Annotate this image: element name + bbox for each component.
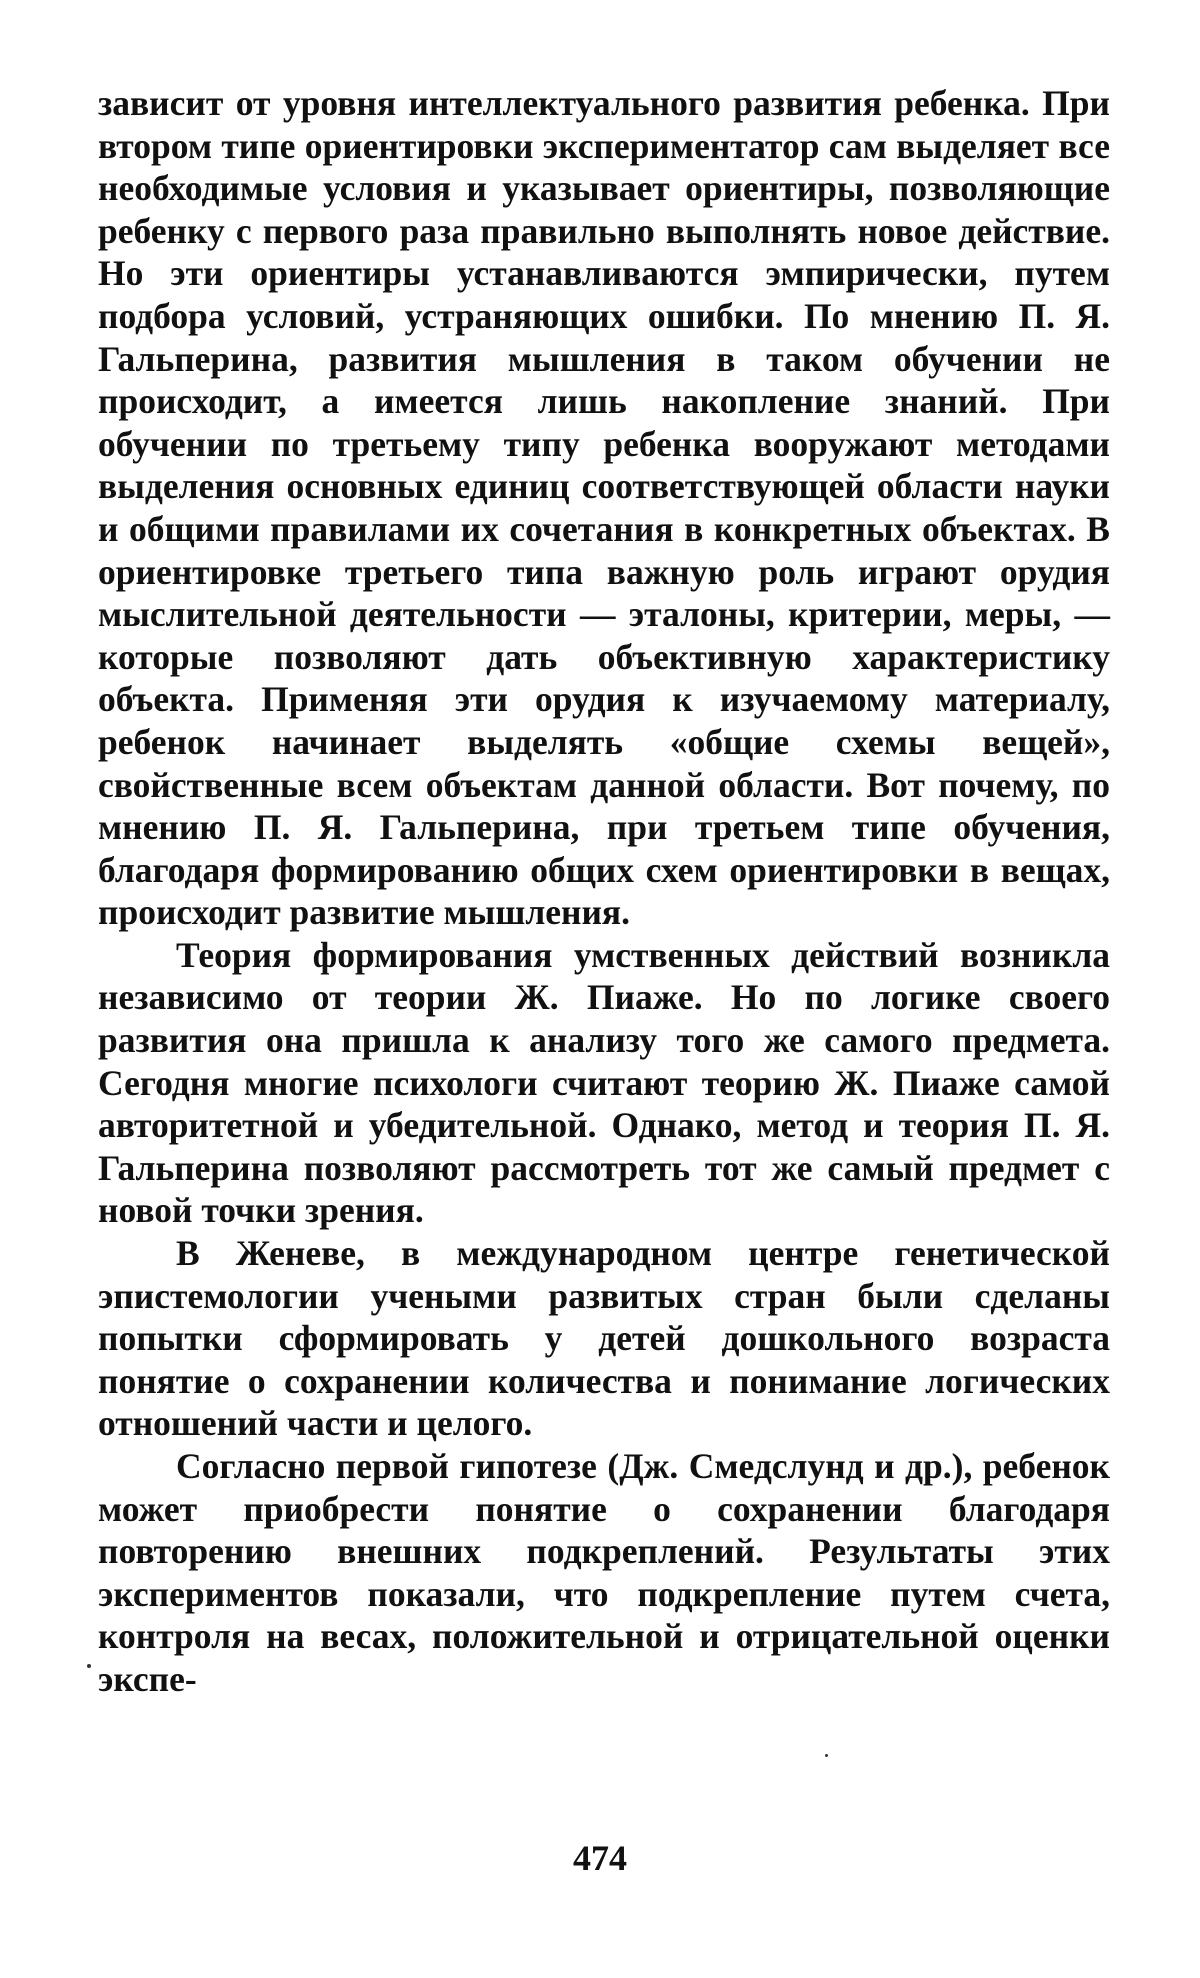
scan-speck [825,1754,828,1757]
paragraph-geneva-center: В Женеве, в международном центре генетической эпистемологии учеными развитых стран были сделаны попытки сформировать у детей дошкольного возраста понятие о сохранении количества и понимание логических отношений части и целого. [98,1233,1110,1444]
paragraph-first-hypothesis: Согласно первой гипотезе (Дж. Смедслунд и др.), ребенок может приобрести понятие о сохранении благодаря повторению внешних подкреплений. Результаты этих экспериментов показали, что подкрепление путем счета, контроля на весах, положительной и отрицательной оценки экспе- [98,1446,1110,1699]
scan-speck [87,1664,91,1668]
paragraph-continuation: зависит от уровня интеллектуального развития ребенка. При втором типе ориентировки экспериментатор сам выделяет все необходимые условия и указывает ориентиры, позволяющие ребенку с первого раза правильно выполнять новое действие. Но эти ориентиры устанавливаются эмпирически, путем подбора условий, устраняющих ошибки. По мнению П. Я. Гальперина, развития мышления в таком обучении не происходит, а имеется лишь накопление знаний. При обучении по третьему типу ребенка вооружают методами выделения основных единиц соответствующей области науки и общими правилами их сочетания в конкретных объектах. В ориентировке третьего типа важную роль играют орудия мыслительной деятельности — эталоны, критерии, меры, — которые позволяют дать объективную характеристику объекта. Применяя эти орудия к изучаемому материалу, ребенок начинает выделять «общие схемы вещей», свойственные всем объектам данной области. Вот почему, по мнению П. Я. Гальперина, при третьем типе обучения, благодаря формированию общих схем ориентировки в вещах, происходит развитие мышления. [98,83,1110,933]
page-number: 474 [573,1838,627,1878]
body-text [98,82,1110,1701]
paragraph-galperin-theory: Теория формирования умственных действий возникла независимо от теории Ж. Пиаже. Но по логике своего развития она пришла к анализу того же самого предмета. Сегодня многие психологи считают теорию Ж. Пиаже самой авторитетной и убедительной. Однако, метод и теория П. Я. Гальперина позволяют рассмотреть тот же самый предмет с новой точки зрения. [98,934,1110,1231]
